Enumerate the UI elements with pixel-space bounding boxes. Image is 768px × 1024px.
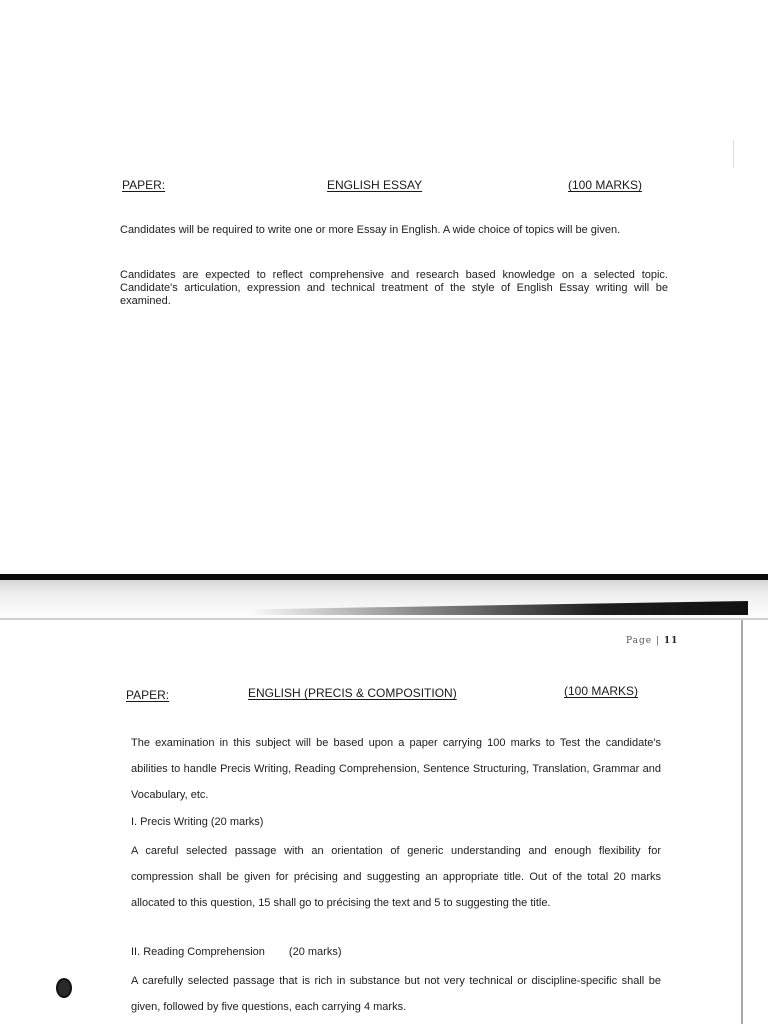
precis-item-2-heading	[131, 946, 341, 958]
essay-paragraph-2: Candidates are expected to reflect comprehensive and research based knowledge on a selected topic. Candidate's articulation, expression and technical treatment of the style of English Essay writing will be examined.	[120, 269, 668, 307]
precis-item-1-heading: I. Precis Writing (20 marks)	[131, 816, 264, 828]
page-edge-mark	[733, 140, 734, 168]
precis-paper-label: PAPER:	[126, 688, 170, 702]
precis-paper-title: ENGLISH (PRECIS & COMPOSITION)	[248, 686, 457, 700]
essay-paper-title: ENGLISH ESSAY	[327, 178, 423, 192]
precis-marks: (100 MARKS)	[564, 684, 639, 698]
page-top-edge	[0, 618, 768, 620]
reading-comprehension-marks: (20 marks)	[288, 946, 342, 958]
essay-marks: (100 MARKS)	[568, 178, 643, 192]
page-number: Page | 11	[626, 636, 679, 646]
reading-comprehension-title: II. Reading Comprehension	[131, 946, 265, 958]
page-right-edge	[741, 620, 743, 1024]
binder-hole	[56, 978, 72, 998]
essay-paper-label: PAPER:	[122, 178, 166, 192]
precis-intro: The examination in this subject will be based upon a paper carrying 100 marks to Test the candidate's abilities to handle Precis Writing, Reading Comprehension, Sentence Structuring, Translation, Grammar and Vocabulary, etc.	[131, 737, 661, 801]
page-number-label: Page	[626, 636, 653, 646]
essay-paragraph-1: Candidates will be required to write one or more Essay in English. A wide choice of topics will be given.	[120, 224, 621, 236]
precis-item-2-text: A carefully selected passage that is rich in substance but not very technical or discipline-specific shall be given, followed by five questions, each carrying 4 marks.	[131, 975, 661, 1013]
page-number-value: 11	[663, 636, 679, 646]
precis-item-1-text: A careful selected passage with an orientation of generic understanding and enough flexibility for compression shall be given for précising and suggesting an appropriate title. Out of the total 20 marks allocated to this question, 15 shall go to précising the text and 5 to suggesting the title.	[131, 845, 661, 909]
